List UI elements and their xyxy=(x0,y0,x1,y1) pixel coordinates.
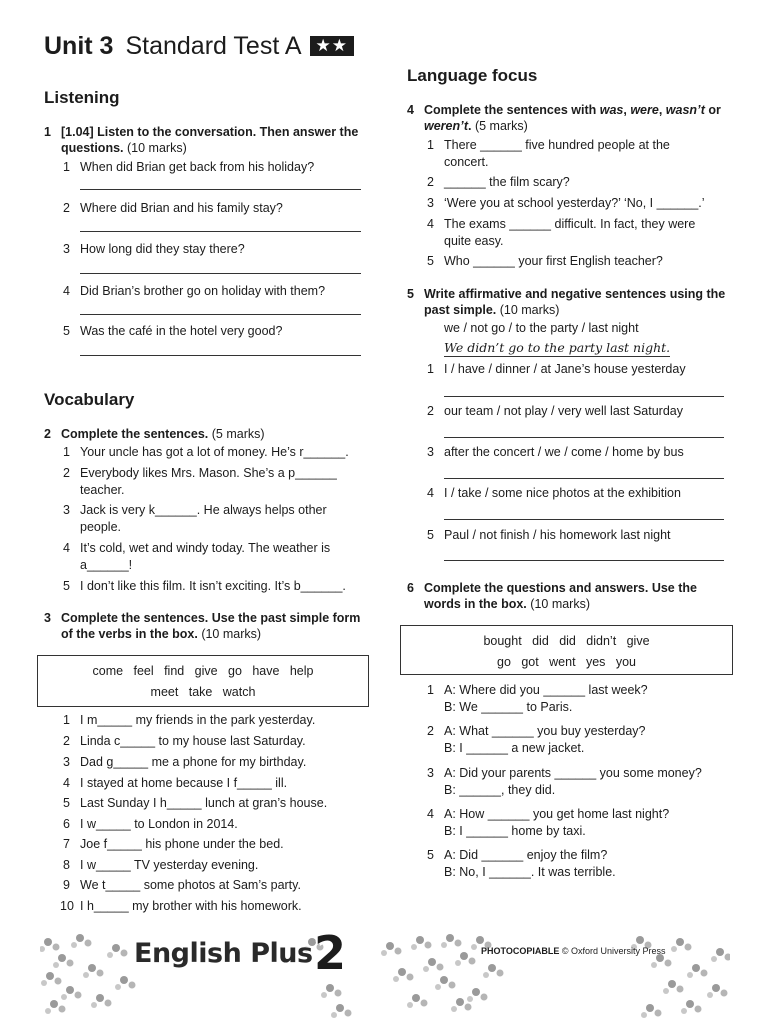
q4-item: 1 There ______ five hundred people at the concert. xyxy=(427,138,670,169)
question-3-instruction: 3 Complete the sentences. Use the past simple form of the verbs in the box. (10 marks) xyxy=(44,611,361,641)
english-plus-logo: English Plus xyxy=(134,938,313,969)
q5-item: 3 after the concert / we / come / home by bus xyxy=(427,445,684,459)
q3-item: 10 I h_____ my brother with his homework. xyxy=(60,899,302,913)
answer-line[interactable] xyxy=(444,437,724,438)
difficulty-stars: ★★ xyxy=(310,36,354,56)
test-title: Standard Test A xyxy=(125,32,302,60)
q1-item: 2 Where did Brian and his family stay? xyxy=(63,201,283,215)
q2-item: 5 I don’t like this film. It isn’t exciting. It’s b______. xyxy=(63,579,346,593)
answer-line[interactable] xyxy=(80,355,361,356)
answer-line[interactable] xyxy=(444,560,724,561)
q2-item: 4 It’s cold, wet and windy today. The weather is a______! xyxy=(63,541,331,572)
answer-line[interactable] xyxy=(444,396,724,397)
q6-item: 4 A: How ______ you get home last night? B: I ______ home by taxi. xyxy=(427,807,670,838)
q2-item: 1 Your uncle has got a lot of money. He’s r______. xyxy=(63,445,349,459)
vocabulary-heading: Vocabulary xyxy=(44,390,135,409)
answer-line[interactable] xyxy=(80,189,361,190)
q5-item: 1 I / have / dinner / at Jane’s house yesterday xyxy=(427,362,686,376)
answer-line[interactable] xyxy=(80,231,361,232)
q4-item: 4 The exams ______ difficult. In fact, they were quite easy. xyxy=(427,217,696,248)
q5-example-prompt: we / not go / to the party / last night xyxy=(444,321,639,335)
q5-item: 2 our team / not play / very well last Saturday xyxy=(427,404,683,418)
q6-item: 1 A: Where did you ______ last week? B: We ______ to Paris. xyxy=(427,683,648,714)
answer-line[interactable] xyxy=(80,314,361,315)
page-title xyxy=(44,32,354,61)
answer-line[interactable] xyxy=(444,519,724,520)
question-2-instruction: 2 Complete the sentences. (5 marks) xyxy=(44,427,265,441)
q5-example-answer: We didn’t go to the party last night. xyxy=(444,340,671,355)
answer-line[interactable] xyxy=(444,478,724,479)
q1-item: 1 When did Brian get back from his holiday? xyxy=(63,160,315,174)
copyright-notice: PHOTOCOPIABLE © Oxford University Press xyxy=(481,946,666,956)
q6-item: 2 A: What ______ you buy yesterday? B: I ______ a new jacket. xyxy=(427,724,646,755)
q4-item: 5 Who ______ your first English teacher? xyxy=(427,254,663,268)
q1-item: 3 How long did they stay there? xyxy=(63,242,245,256)
q4-item: 3 ‘Were you at school yesterday?’ ‘No, I ______.’ xyxy=(427,196,705,210)
level-number: 2 xyxy=(314,926,347,980)
q6-item: 5 A: Did ______ enjoy the film? B: No, I ______. It was terrible. xyxy=(427,848,616,879)
question-6-instruction: 6 Complete the questions and answers. Use the words in the box. (10 marks) xyxy=(407,581,697,611)
q1-item: 5 Was the café in the hotel very good? xyxy=(63,324,283,338)
q3-item: 3 Dad g_____ me a phone for my birthday. xyxy=(63,755,307,769)
q3-item: 4 I stayed at home because I f_____ ill. xyxy=(63,776,288,790)
q2-item: 2 Everybody likes Mrs. Mason. She’s a p______ teacher. xyxy=(63,466,337,497)
q5-item: 5 Paul / not finish / his homework last night xyxy=(427,528,671,542)
q3-item: 8 I w_____ TV yesterday evening. xyxy=(63,858,259,872)
q3-item: 9 We t_____ some photos at Sam’s party. xyxy=(63,878,301,892)
answer-line[interactable] xyxy=(80,273,361,274)
q4-item: 2 ______ the film scary? xyxy=(427,175,570,189)
word-box-answers: bought did did didn’t give go got went yes you xyxy=(400,625,733,675)
question-1-instruction: 1 [1.04] Listen to the conversation. Then answer the questions. (10 marks) xyxy=(44,125,359,155)
q3-item: 1 I m_____ my friends in the park yesterday. xyxy=(63,713,316,727)
unit-label: Unit 3 xyxy=(44,32,114,60)
q3-item: 6 I w_____ to London in 2014. xyxy=(63,817,238,831)
q5-item: 4 I / take / some nice photos at the exhibition xyxy=(427,486,681,500)
q3-item: 2 Linda c_____ to my house last Saturday. xyxy=(63,734,306,748)
q3-item: 5 Last Sunday I h_____ lunch at gran’s house. xyxy=(63,796,328,810)
q6-item: 3 A: Did your parents ______ you some money? B: ______, they did. xyxy=(427,766,702,797)
q1-item: 4 Did Brian’s brother go on holiday with them? xyxy=(63,284,326,298)
q2-item: 3 Jack is very k______. He always helps other people. xyxy=(63,503,327,534)
question-4-instruction: 4 Complete the sentences with was, were, wasn’t or weren’t. (5 marks) xyxy=(407,103,721,133)
question-5-instruction: 5 Write affirmative and negative sentences using the past simple. (10 marks) xyxy=(407,287,726,317)
listening-heading: Listening xyxy=(44,88,120,107)
q3-item: 7 Joe f_____ his phone under the bed. xyxy=(63,837,284,851)
language-focus-heading: Language focus xyxy=(407,66,538,85)
word-box-verbs: come feel find give go have help meet take watch xyxy=(37,655,369,707)
